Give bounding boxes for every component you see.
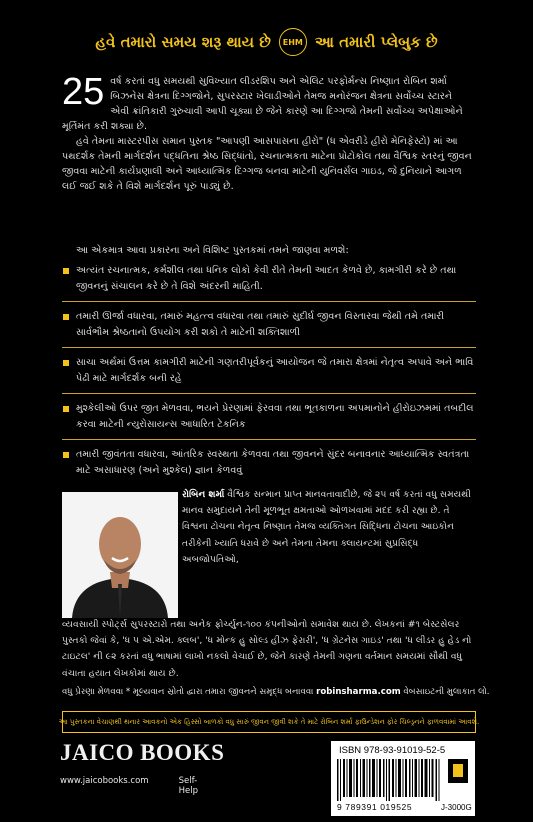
author-name: રોબિન શર્મા: [182, 489, 225, 500]
website-prefix: વધુ પ્રેરણા મેળવવા * મૂલ્યવાન સ્રોતો દ્વારા તમારા જીવનને સમૃદ્ધ બનાવવા: [62, 687, 314, 697]
author-bio-full: વ્યવસાયી સ્પોર્ટ્સ સુપરસ્ટારો તથા અનેક ફોર્ચ્યુન-૧૦૦ કંપનીઓનો સમાવેશ થાય છે. લેખકનાં #૧ બેસ્ટસેલર પુસ્તકો જેવાં કે, 'ધ ૫ એ.એમ. ક્લબ', 'ધ મોન્ક હુ સોલ્ડ હીઝ ફેરારી', 'ધ ગ્રેટનેસ ગાઇડ' તથા 'ધ લીડર હુ હેડ નો ટાઇટલ' ની ૯૨ કરતાં વધુ ભાષામાં લાખો નકલો વેચાઈ છે, જેને કારણે તેમની ગણના વર્તમાન સમયમાં સૌથી વધુ વંચાતા હયાત લેખકોમાં થાય છે.: [62, 619, 472, 679]
author-photo: [62, 492, 178, 618]
divider: [62, 301, 476, 302]
bullet-list: [62, 263, 476, 479]
publisher-name-left: JAICO: [60, 740, 135, 765]
headline: [0, 28, 533, 56]
ehm-logo: EHM: [279, 28, 307, 56]
jaico-mark-icon: [448, 759, 468, 783]
barcode-digits: 9 789391 019525: [337, 802, 413, 812]
publisher-block: [60, 740, 225, 796]
charity-notice: આ પુસ્તકના વેચાણથી થનાર આવકનો એક હિસ્સો બાળકો વધુ સારું જીવન જીવી શકે તે માટે રોબિન શર્મા ફાઉન્ડેશન ફોર ચિલ્ડ્રનને ફાળવવામાં આવશે.: [62, 711, 476, 733]
divider: [62, 347, 476, 348]
bullet-item: તમારી ઊર્જા વધારવા, તમારું મહત્ત્વ વધારવા તથા તમારું સુદીર્ઘ જીવન વિસ્તારવા જેથી તમે તમારી સાર્વભૌમ શ્રેષ્ઠતાનો ઉપયોગ કરી શકો તે માટેની શક્તિશાળી: [62, 309, 476, 341]
divider: [62, 393, 476, 394]
headline-left: હવે તમારો સમય શરૂ થાય છે: [95, 33, 271, 51]
dropcap: 25: [62, 71, 105, 113]
bullet-item: સાચા અર્થમાં ઉત્તમ કામગીરી માટેની ગણતરીપૂર્વકનું આયોજન જે તમારા ક્ષેત્રમાં નેતૃત્વ અપાવે અને ભાવિ પેઢી માટે માર્ગદર્શક બની રહે: [62, 355, 476, 387]
website-link[interactable]: robinsharma.com: [316, 687, 401, 697]
divider: [62, 439, 476, 440]
book-category: Self-Help: [178, 776, 198, 796]
website-suffix: વેબસાઇટની મુલાકાત લો.: [403, 687, 490, 697]
headline-right: આ તમારી પ્લેબુક છે: [314, 33, 438, 51]
intro-paragraph-1: વર્ષ કરતાં વધુ સમયથી સુવિખ્યાત લીડરશિપ અને એલિટ પરફોર્મન્સ નિષ્ણાત રોબિન શર્મા બિઝનેસ ક્ષેત્રના દિગ્ગજોને, સુપરસ્ટાર ખેલાડીઓને તેમજ મનોરંજન ક્ષેત્રના સર્વોચ્ચ સ્ટારને એવી ક્રાંતિકારી ગુરુચાવી આપી ચૂક્યા છે જેને કારણે આ દિગ્ગજો તેમની સર્વોચ્ચ અપેક્ષાઓને મૂર્તિમંત કરી શક્યા છે.: [62, 76, 463, 132]
lead-line: આ એકમાત્ર આવા પ્રકારના અને વિશિષ્ટ પુસ્તકમાં તમને જાણવા મળશે:: [76, 245, 349, 256]
author-bio-side: [182, 487, 478, 568]
barcode-panel: [331, 741, 475, 816]
author-bio-text: વૈશ્વિક સન્માન પ્રાપ્ત માનવતાવાદીછે, જે ૨૫ વર્ષ કરતાં વધુ સમયથી માનવ સમુદાયને તેની મૂળભૂત ક્ષમતાઓ ઓળખવામાં મદદ કરી રહ્યા છે. તે વિશ્વના ટોચના નેતૃત્વ નિષ્ણાત તેમજ વ્યક્તિગત સિદ્ધિના ટોચના આઇકોન તરીકેની ખ્યાતિ ધરાવે છે અને તેમના તેમના ક્લાયન્ટમાં સુપ્રસિદ્ધ અબજોપતિઓ,: [182, 489, 471, 565]
intro-paragraph-2: હવે તેમના માસ્ટરપીસ સમાન પુસ્તક "આપણી આસપાસના હીરો" (ધ એવરીડે હીરો મેનિફેસ્ટો) માં આ પથદર્શક તેમની માર્ગદર્શન પદ્ધતિના શ્રેષ્ઠ સિદ્ધાંતો, રચનાત્મકતા માટેના પ્રોટોકોલ તથા વૈશ્વિક સ્તરનું જીવન જીવવા માટેની કાર્યપ્રણાલી અને આધ્યાત્મિક દિગ્ગજ બનવા માટેની યુનિવર્સલ ગાઇડ, જે દુનિયાને આગળ લઈ જઈ શકે તે વિશે માર્ગદર્શન પૂરું પાડ્યું છે.: [62, 136, 472, 192]
bullet-item: મુશ્કેલીઓ ઉપર જીત મેળવવા, ભયને પ્રેરણામાં ફેરવવા તથા ભૂતકાળના અપમાનોને હીરોઇઝમમાં તબદીલ કરવા માટેની ન્યુરોસાયન્સ આધારિત ટેકનિક: [62, 401, 476, 433]
publisher-footer: [60, 776, 210, 796]
publisher-logo: [60, 740, 225, 766]
isbn-label: ISBN 978-93-91019-52-5: [339, 745, 446, 756]
bullet-item: તમારી જીવંતતા વધારવા, આંતરિક સ્વસ્થતા કેળવવા તથા જીવનને સુંદર બનાવનાર આધ્યાત્મિક સ્વતંત્રતા માટે અસાધારણ (અને મુશ્કેલ) જ્ઞાન કેળવવું: [62, 447, 476, 479]
barcode-icon: [337, 759, 441, 801]
publisher-name-right: BOOKS: [140, 740, 225, 765]
author-section: [62, 487, 476, 707]
website-line: [62, 687, 490, 697]
publisher-website[interactable]: www.jaicobooks.com: [60, 776, 149, 786]
product-code: J-3000G: [441, 803, 472, 812]
intro-section: [62, 71, 472, 194]
bullet-item: અત્યંત રચનાત્મક, કર્મશીલ તથા ધનિક લોકો કેવી રીતે તેમની આદત કેળવે છે, કામગીરી કરે છે તથા જીવનનું સંચાલન કરે છે તે વિશે અંદરની માહિતી.: [62, 263, 476, 295]
